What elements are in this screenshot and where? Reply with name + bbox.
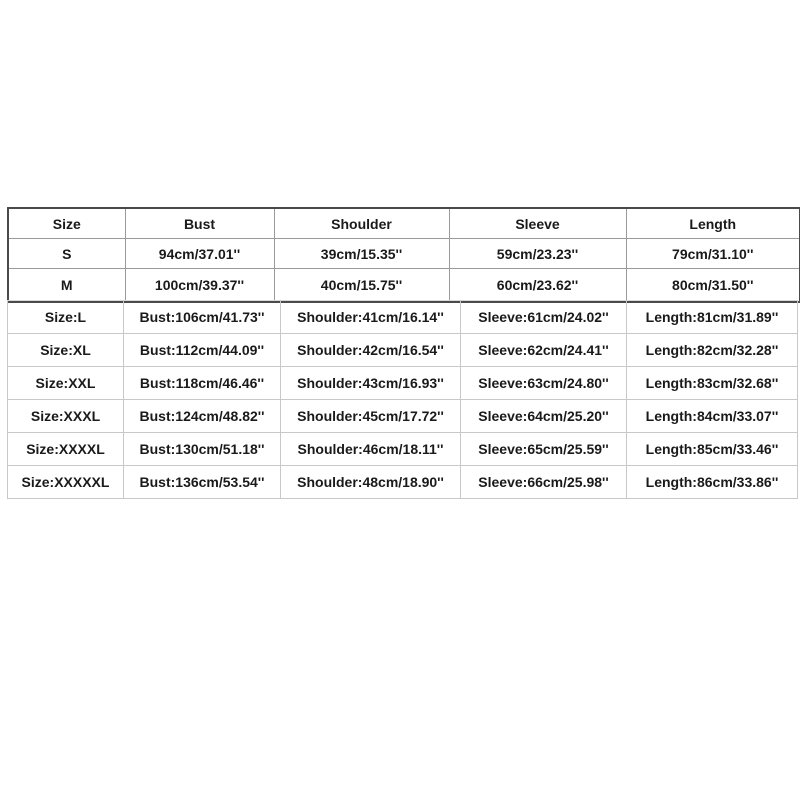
cell-bust: Bust:118cm/46.46'' [124, 367, 281, 400]
cell-length: Length:84cm/33.07'' [627, 400, 798, 433]
cell-size: M [8, 269, 125, 303]
cell-length: Length:83cm/32.68'' [627, 367, 798, 400]
cell-sleeve: Sleeve:61cm/24.02'' [461, 301, 627, 334]
table-header-row [8, 208, 800, 239]
cell-shoulder: Shoulder:46cm/18.11'' [281, 433, 461, 466]
cell-shoulder: 40cm/15.75'' [274, 269, 449, 303]
cell-shoulder: Shoulder:42cm/16.54'' [281, 334, 461, 367]
cell-shoulder: 39cm/15.35'' [274, 239, 449, 269]
table-row [8, 400, 798, 433]
cell-size: Size:XXXL [8, 400, 124, 433]
header-shoulder: Shoulder [274, 208, 449, 239]
cell-length: 79cm/31.10'' [626, 239, 800, 269]
cell-bust: 100cm/39.37'' [125, 269, 274, 303]
cell-shoulder: Shoulder:43cm/16.93'' [281, 367, 461, 400]
cell-sleeve: Sleeve:64cm/25.20'' [461, 400, 627, 433]
header-length: Length [626, 208, 800, 239]
cell-bust: Bust:130cm/51.18'' [124, 433, 281, 466]
cell-length: Length:82cm/32.28'' [627, 334, 798, 367]
cell-shoulder: Shoulder:48cm/18.90'' [281, 466, 461, 499]
cell-bust: Bust:106cm/41.73'' [124, 301, 281, 334]
cell-length: Length:86cm/33.86'' [627, 466, 798, 499]
cell-length: Length:85cm/33.46'' [627, 433, 798, 466]
cell-size: Size:XL [8, 334, 124, 367]
cell-bust: Bust:112cm/44.09'' [124, 334, 281, 367]
table-row [8, 301, 798, 334]
cell-size: Size:XXXXL [8, 433, 124, 466]
cell-sleeve: 60cm/23.62'' [449, 269, 626, 303]
header-size: Size [8, 208, 125, 239]
table-row [8, 239, 800, 269]
cell-sleeve: Sleeve:62cm/24.41'' [461, 334, 627, 367]
cell-shoulder: Shoulder:45cm/17.72'' [281, 400, 461, 433]
table-row [8, 334, 798, 367]
size-table-bottom [7, 300, 798, 499]
table-row [8, 433, 798, 466]
cell-size: Size:XXXXXL [8, 466, 124, 499]
table-row [8, 466, 798, 499]
size-table-top [7, 207, 800, 303]
cell-bust: Bust:136cm/53.54'' [124, 466, 281, 499]
cell-sleeve: Sleeve:63cm/24.80'' [461, 367, 627, 400]
cell-size: Size:XXL [8, 367, 124, 400]
table-row [8, 269, 800, 303]
cell-length: Length:81cm/31.89'' [627, 301, 798, 334]
cell-length: 80cm/31.50'' [626, 269, 800, 303]
table-row [8, 367, 798, 400]
cell-size: Size:L [8, 301, 124, 334]
cell-bust: 94cm/37.01'' [125, 239, 274, 269]
header-bust: Bust [125, 208, 274, 239]
cell-sleeve: 59cm/23.23'' [449, 239, 626, 269]
cell-sleeve: Sleeve:65cm/25.59'' [461, 433, 627, 466]
header-sleeve: Sleeve [449, 208, 626, 239]
cell-sleeve: Sleeve:66cm/25.98'' [461, 466, 627, 499]
cell-shoulder: Shoulder:41cm/16.14'' [281, 301, 461, 334]
cell-bust: Bust:124cm/48.82'' [124, 400, 281, 433]
cell-size: S [8, 239, 125, 269]
